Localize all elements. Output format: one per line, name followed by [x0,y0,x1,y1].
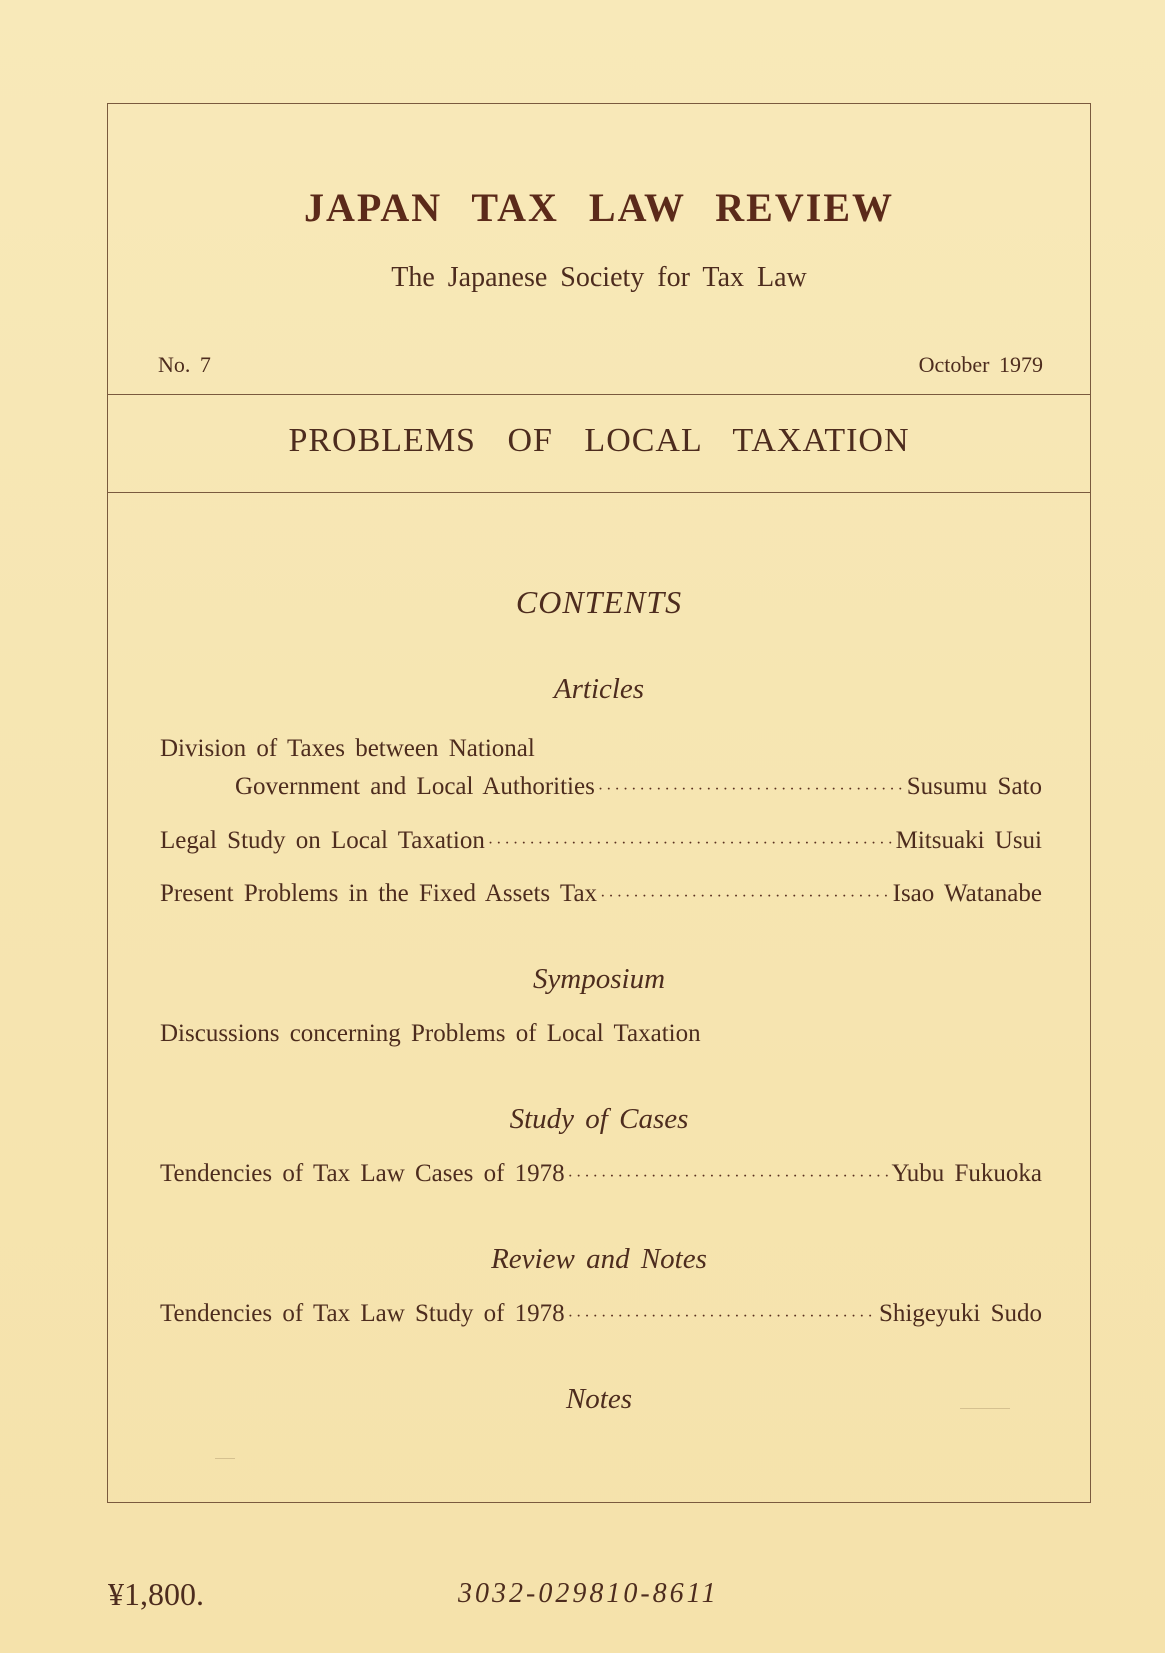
article-entry-1-line2 [235,772,1042,805]
issue-number: No. 7 [158,352,211,377]
symposium-entry [160,1019,1042,1049]
symposium-title: Discussions concerning Problems of Local Taxation [160,1020,701,1047]
dot-leader [568,1302,876,1332]
catalog-code: 3032-029810-8611 [458,1578,719,1609]
header-divider [107,394,1091,395]
notes-heading: Notes [565,1383,633,1415]
journal-title: JAPAN TAX LAW REVIEW [304,185,894,230]
theme-divider [107,492,1091,493]
article-author: Mitsuaki Usui [895,827,1042,854]
paper-scuff [960,1408,1010,1409]
dot-leader [600,882,890,912]
articles-heading: Articles [553,673,645,705]
review-and-notes-heading: Review and Notes [491,1243,707,1275]
article-entry-1-line1 [160,734,1042,764]
issue-theme: PROBLEMS OF LOCAL TAXATION [288,422,910,459]
article-title: Present Problems in the Fixed Assets Tax [160,880,598,907]
dot-leader [568,1162,889,1192]
study-of-cases-entry [160,1159,1042,1192]
article-entry-2 [160,826,1042,859]
review-author: Shigeyuki Sudo [878,1300,1042,1327]
contents-heading: CONTENTS [515,584,683,620]
dot-leader [598,775,904,805]
dot-leader [488,829,893,859]
symposium-heading: Symposium [532,963,666,995]
study-title: Tendencies of Tax Law Cases of 1978 [160,1160,565,1187]
article-entry-3 [160,879,1042,912]
price: ¥1,800. [108,1576,204,1612]
article-author: Isao Watanabe [892,880,1042,907]
article-title: Legal Study on Local Taxation [160,827,485,854]
review-entry [160,1299,1042,1332]
article-title: Division of Taxes between National [160,735,535,762]
study-author: Yubu Fukuoka [891,1160,1042,1187]
issue-date: October 1979 [918,352,1043,377]
review-title: Tendencies of Tax Law Study of 1978 [160,1300,565,1327]
article-title: Government and Local Authorities [235,773,595,800]
study-of-cases-heading: Study of Cases [509,1103,689,1135]
publisher-name: The Japanese Society for Tax Law [391,262,807,293]
paper-scuff [215,1458,235,1459]
article-author: Susumu Sato [906,773,1042,800]
